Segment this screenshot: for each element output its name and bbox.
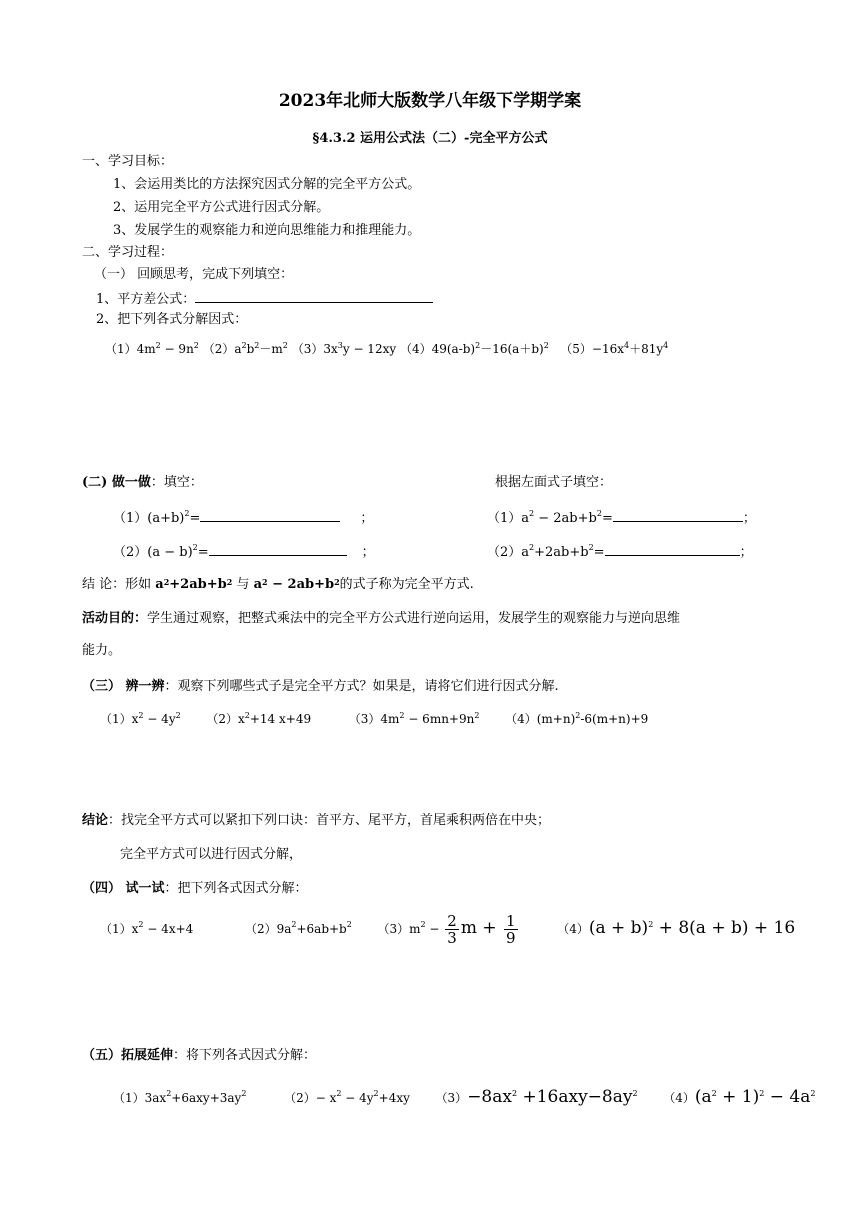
aim-label: 活动目的： — [82, 611, 148, 626]
part-2-heading — [82, 474, 203, 492]
exponent: 2 — [529, 543, 535, 552]
expression: (a + b) — [588, 918, 649, 938]
expression: -6(m+n)+9 — [580, 712, 649, 726]
expression: − 2ab+b — [534, 511, 597, 526]
exponent: 2 — [759, 1089, 765, 1098]
expression: （2）a — [202, 342, 242, 356]
separator: ； — [361, 545, 375, 560]
exponent: 2 — [192, 543, 198, 552]
fill-left-1 — [113, 508, 373, 528]
expression: （3） — [435, 1091, 468, 1105]
fraction — [445, 913, 459, 946]
exponent: 2 — [511, 1089, 518, 1098]
part-2-conclusion — [82, 576, 474, 594]
numerator: 2 — [447, 912, 457, 930]
conclusion-text: ：找完全平方式可以紧扣下列口诀：首平方、尾平方，首尾乘积两倍在中央； — [108, 813, 551, 828]
conclusion-text: 的式子称为完全平方式. — [339, 577, 474, 592]
expression: （2）a — [487, 545, 530, 560]
objective-3: 3、发展学生的观察能力和逆向思维能力和推理能力。 — [113, 223, 421, 238]
numerator: 1 — [506, 912, 516, 930]
exponent: 2 — [226, 577, 233, 587]
exponent: 2 — [334, 577, 340, 587]
expression: +14 x+49 — [249, 712, 312, 726]
expression: （2）9a — [244, 922, 292, 936]
separator: ； — [739, 545, 753, 560]
exponent: 2 — [711, 1089, 717, 1098]
expression: （3）3x — [291, 342, 338, 356]
exponent: 2 — [166, 1089, 172, 1098]
expression: （1）a — [487, 511, 530, 526]
exponent: 2 — [138, 711, 144, 720]
exponent: 2 — [138, 920, 144, 929]
expression: y − 12xy — [342, 342, 397, 356]
expression: （4） — [663, 1091, 695, 1105]
exponent: 2 — [575, 711, 581, 720]
part-5-text: ：将下列各式因式分解： — [173, 1048, 317, 1063]
expression: （1）x — [100, 712, 139, 726]
exponent: 2 — [184, 509, 190, 518]
part-2-right-heading: 根据左面式子填空： — [495, 475, 613, 490]
exponent: 2 — [155, 341, 161, 350]
exponent: 2 — [244, 711, 250, 720]
denominator: 9 — [506, 929, 516, 947]
expression: （2）(a − b) — [113, 545, 193, 560]
exponent: 2 — [241, 341, 247, 350]
expression: −8ax — [467, 1087, 512, 1107]
part-3-expressions — [100, 710, 648, 728]
aim-text: 学生通过观察，把整式乘法中的完全平方公式进行逆向运用，发展学生的观察能力与逆向思维 — [147, 611, 681, 626]
exponent: 3 — [337, 341, 343, 350]
exponent: 2 — [543, 341, 549, 350]
expression: （4）(m+n) — [505, 712, 576, 726]
question-1 — [96, 289, 433, 309]
answer-blank[interactable] — [613, 508, 743, 522]
expression: − 9n — [160, 342, 194, 356]
exponent: 2 — [193, 341, 199, 350]
exponent: 2 — [262, 577, 268, 587]
expression: − 6mn+9n — [404, 712, 475, 726]
part-4-heading — [82, 880, 308, 898]
formula: +2ab+b — [169, 577, 227, 592]
expression: = — [601, 511, 613, 526]
expression: b — [246, 342, 255, 356]
section-2-heading: 二、学习过程： — [82, 245, 174, 260]
document-subtitle: §4.3.2 运用公式法（二）-完全平方公式 — [312, 131, 548, 146]
part-3-label: （三） 辨一辨 — [82, 679, 165, 694]
expression: （1）3ax — [113, 1091, 167, 1105]
exponent: 2 — [291, 920, 297, 929]
fill-right-2 — [487, 542, 753, 562]
activity-aim-cont: 能力。 — [82, 643, 122, 658]
question-1-label: 1、平方差公式： — [96, 292, 196, 307]
expression: （4）49(a-b) — [399, 342, 476, 356]
exponent: 2 — [282, 341, 288, 350]
exponent: 2 — [596, 509, 602, 518]
exponent: 2 — [336, 1089, 342, 1098]
part-4-expressions — [100, 908, 795, 948]
section-1-heading: 一、学习目标： — [82, 154, 174, 169]
expression: + 8(a + b) + 16 — [653, 918, 796, 938]
objective-1: 1、会运用类比的方法探究因式分解的完全平方公式。 — [113, 177, 421, 192]
part-1-expressions — [105, 340, 668, 358]
formula: − 2ab+b — [267, 577, 335, 592]
expression: （5）−16x — [560, 342, 624, 356]
formula: a — [253, 577, 262, 592]
conclusion-text: 与 — [232, 577, 254, 592]
expression: （2）x — [206, 712, 245, 726]
expression: − — [425, 922, 444, 936]
exponent: 2 — [373, 1089, 379, 1098]
exponent: 2 — [475, 341, 481, 350]
fill-left-2 — [113, 542, 375, 562]
answer-blank[interactable] — [605, 542, 740, 556]
expression: （1）4m — [105, 342, 156, 356]
expression: （3）4m — [348, 712, 400, 726]
part-2-label: (二) 做一做 — [82, 475, 151, 490]
part-3-conclusion — [82, 812, 550, 830]
document-title: 2023年北师大版数学八年级下学期学案 — [278, 91, 582, 111]
question-2: 2、把下列各式分解因式： — [96, 312, 248, 327]
exponent: 2 — [163, 577, 170, 587]
expression: m + — [460, 918, 502, 938]
exponent: 2 — [529, 509, 535, 518]
expression: （3）m — [377, 922, 421, 936]
expression: − 4y — [341, 1091, 374, 1105]
expression: = — [189, 511, 201, 526]
expression: （1）(a+b) — [113, 511, 185, 526]
exponent: 2 — [632, 1089, 638, 1098]
expression: = — [593, 545, 605, 560]
expression: +6axy+3ay — [171, 1091, 242, 1105]
fraction — [504, 913, 518, 946]
exponent: 2 — [648, 920, 654, 929]
expression: +4xy — [378, 1091, 410, 1105]
exponent: 4 — [663, 341, 669, 350]
expression: +6ab+b — [296, 922, 347, 936]
exponent: 2 — [474, 711, 480, 720]
expression: − 4x+4 — [143, 922, 194, 936]
activity-aim — [82, 610, 680, 628]
exponent: 4 — [623, 341, 630, 350]
part-3-conclusion-cont: 完全平方式可以进行因式分解， — [120, 847, 303, 862]
expression: （2）− x — [284, 1091, 337, 1105]
answer-blank[interactable] — [200, 508, 340, 522]
expression: －m — [259, 342, 283, 356]
part-5-label: （五）拓展延伸 — [82, 1048, 174, 1063]
expression: + 1) — [716, 1087, 760, 1107]
part-4-text: ：把下列各式因式分解： — [164, 881, 308, 896]
expression: －16(a＋b) — [480, 342, 544, 356]
separator: ； — [742, 511, 756, 526]
part-3-text: ：观察下列哪些式子是完全平方式？如果是，请将它们进行因式分解. — [164, 679, 559, 694]
objective-2: 2、运用完全平方公式进行因式分解。 — [113, 200, 330, 215]
exponent: 2 — [241, 1089, 247, 1098]
answer-blank[interactable] — [195, 289, 433, 303]
part-5-heading — [82, 1047, 316, 1065]
exponent: 2 — [420, 920, 426, 929]
part-3-heading — [82, 678, 559, 696]
denominator: 3 — [447, 929, 457, 947]
formula: a — [155, 577, 164, 592]
part-5-expressions — [113, 1082, 815, 1112]
expression: +2ab+b — [534, 545, 589, 560]
exponent: 2 — [810, 1089, 816, 1098]
fill-right-1 — [487, 508, 756, 528]
expression: − 4y — [143, 712, 176, 726]
separator: ； — [360, 511, 374, 526]
exponent: 2 — [254, 341, 260, 350]
answer-blank[interactable] — [209, 542, 347, 556]
exponent: 2 — [399, 711, 405, 720]
part-4-label: （四） 试一试 — [82, 881, 165, 896]
expression: ＋81y — [629, 342, 664, 356]
expression: = — [197, 545, 209, 560]
part-1-heading: （一） 回顾思考，完成下列填空： — [94, 267, 294, 282]
exponent: 2 — [175, 711, 181, 720]
exponent: 2 — [346, 920, 352, 929]
expression: − 4a — [764, 1087, 811, 1107]
part-2-label-text: ：填空： — [150, 475, 203, 490]
exponent: 2 — [588, 543, 594, 552]
expression: （1）x — [100, 922, 139, 936]
expression: (a — [694, 1087, 712, 1107]
conclusion-text: 结 论：形如 — [82, 577, 156, 592]
expression: （4） — [557, 922, 589, 936]
expression: +16axy−8ay — [517, 1087, 633, 1107]
conclusion-label: 结论 — [82, 813, 109, 828]
